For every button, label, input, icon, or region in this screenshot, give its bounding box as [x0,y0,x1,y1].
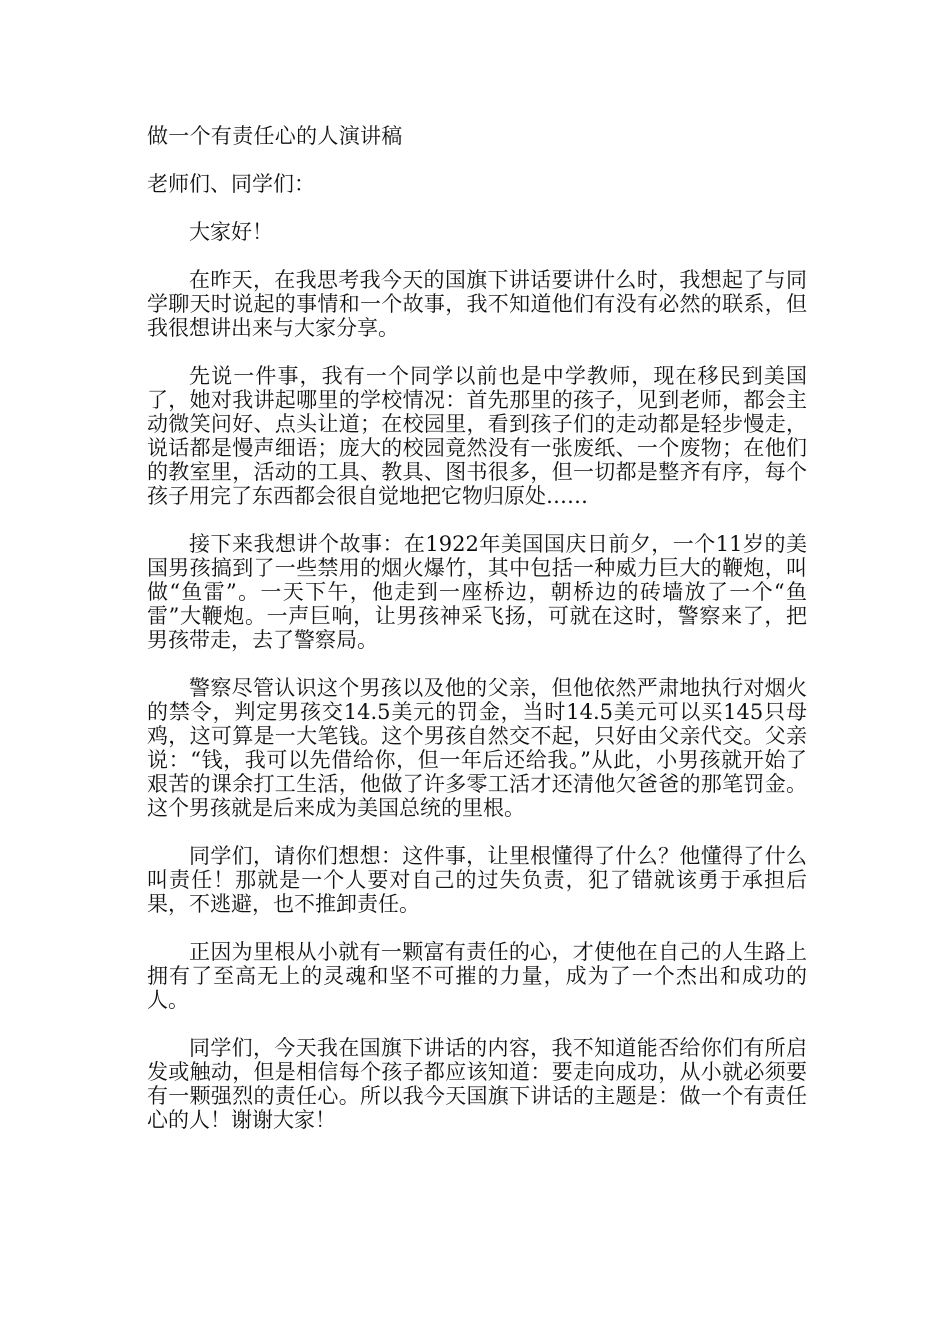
document-body [147,124,807,1156]
paragraph-fine-story: 警察尽管认识这个男孩以及他的父亲，但他依然严肃地执行对烟火的禁令，判定男孩交14.5美元的罚金，当时14.5美元可以买145只母鸡，这可算是一大笔钱。这个男孩自然交不起，只好由父亲代交。父亲说：“钱，我可以先借给你，但一年后还给我。”从此，小男孩就开始了艰苦的课余打工生活，他做了许多零工活才还清他欠爸爸的那笔罚金。这个男孩就是后来成为美国总统的里根。 [147,676,807,820]
paragraph-responsibility: 同学们，请你们想想：这件事，让里根懂得了什么？他懂得了什么叫责任！那就是一个人要对自己的过失负责，犯了错就该勇于承担后果，不逃避，也不推卸责任。 [147,844,807,916]
paragraph-reagan-success: 正因为里根从小就有一颗富有责任的心，才使他在自己的人生路上拥有了至高无上的灵魂和坚不可摧的力量，成为了一个杰出和成功的人。 [147,940,807,1012]
paragraph-intro: 在昨天，在我思考我今天的国旗下讲话要讲什么时，我想起了与同学聊天时说起的事情和一个故事，我不知道他们有没有必然的联系，但我很想讲出来与大家分享。 [147,268,807,340]
salutation: 老师们、同学们： [147,172,315,196]
document-title: 做一个有责任心的人演讲稿 [147,124,403,148]
paragraph-firecracker-story: 接下来我想讲个故事：在1922年美国国庆日前夕，一个11岁的美国男孩搞到了一些禁用的烟火爆竹，其中包括一种威力巨大的鞭炮，叫做“鱼雷”。一天下午，他走到一座桥边，朝桥边的砖墙放了一个“鱼雷”大鞭炮。一声巨响，让男孩神采飞扬，可就在这时，警察来了，把男孩带走，去了警察局。 [147,532,807,652]
paragraph-conclusion: 同学们，今天我在国旗下讲话的内容，我不知道能否给你们有所启发或触动，但是相信每个孩子都应该知道：要走向成功，从小就必须要有一颗强烈的责任心。所以我今天国旗下讲话的主题是：做一个有责任心的人！谢谢大家！ [147,1036,807,1132]
paragraph-school-story: 先说一件事，我有一个同学以前也是中学教师，现在移民到美国了，她对我讲起哪里的学校情况：首先那里的孩子，见到老师，都会主动微笑问好、点头让道；在校园里，看到孩子们的走动都是轻步慢走，说话都是慢声细语；庞大的校园竟然没有一张废纸、一个废物；在他们的教室里，活动的工具、教具、图书很多，但一切都是整齐有序，每个孩子用完了东西都会很自觉地把它物归原处…… [147,364,807,508]
greeting-paragraph: 大家好！ [189,220,273,244]
